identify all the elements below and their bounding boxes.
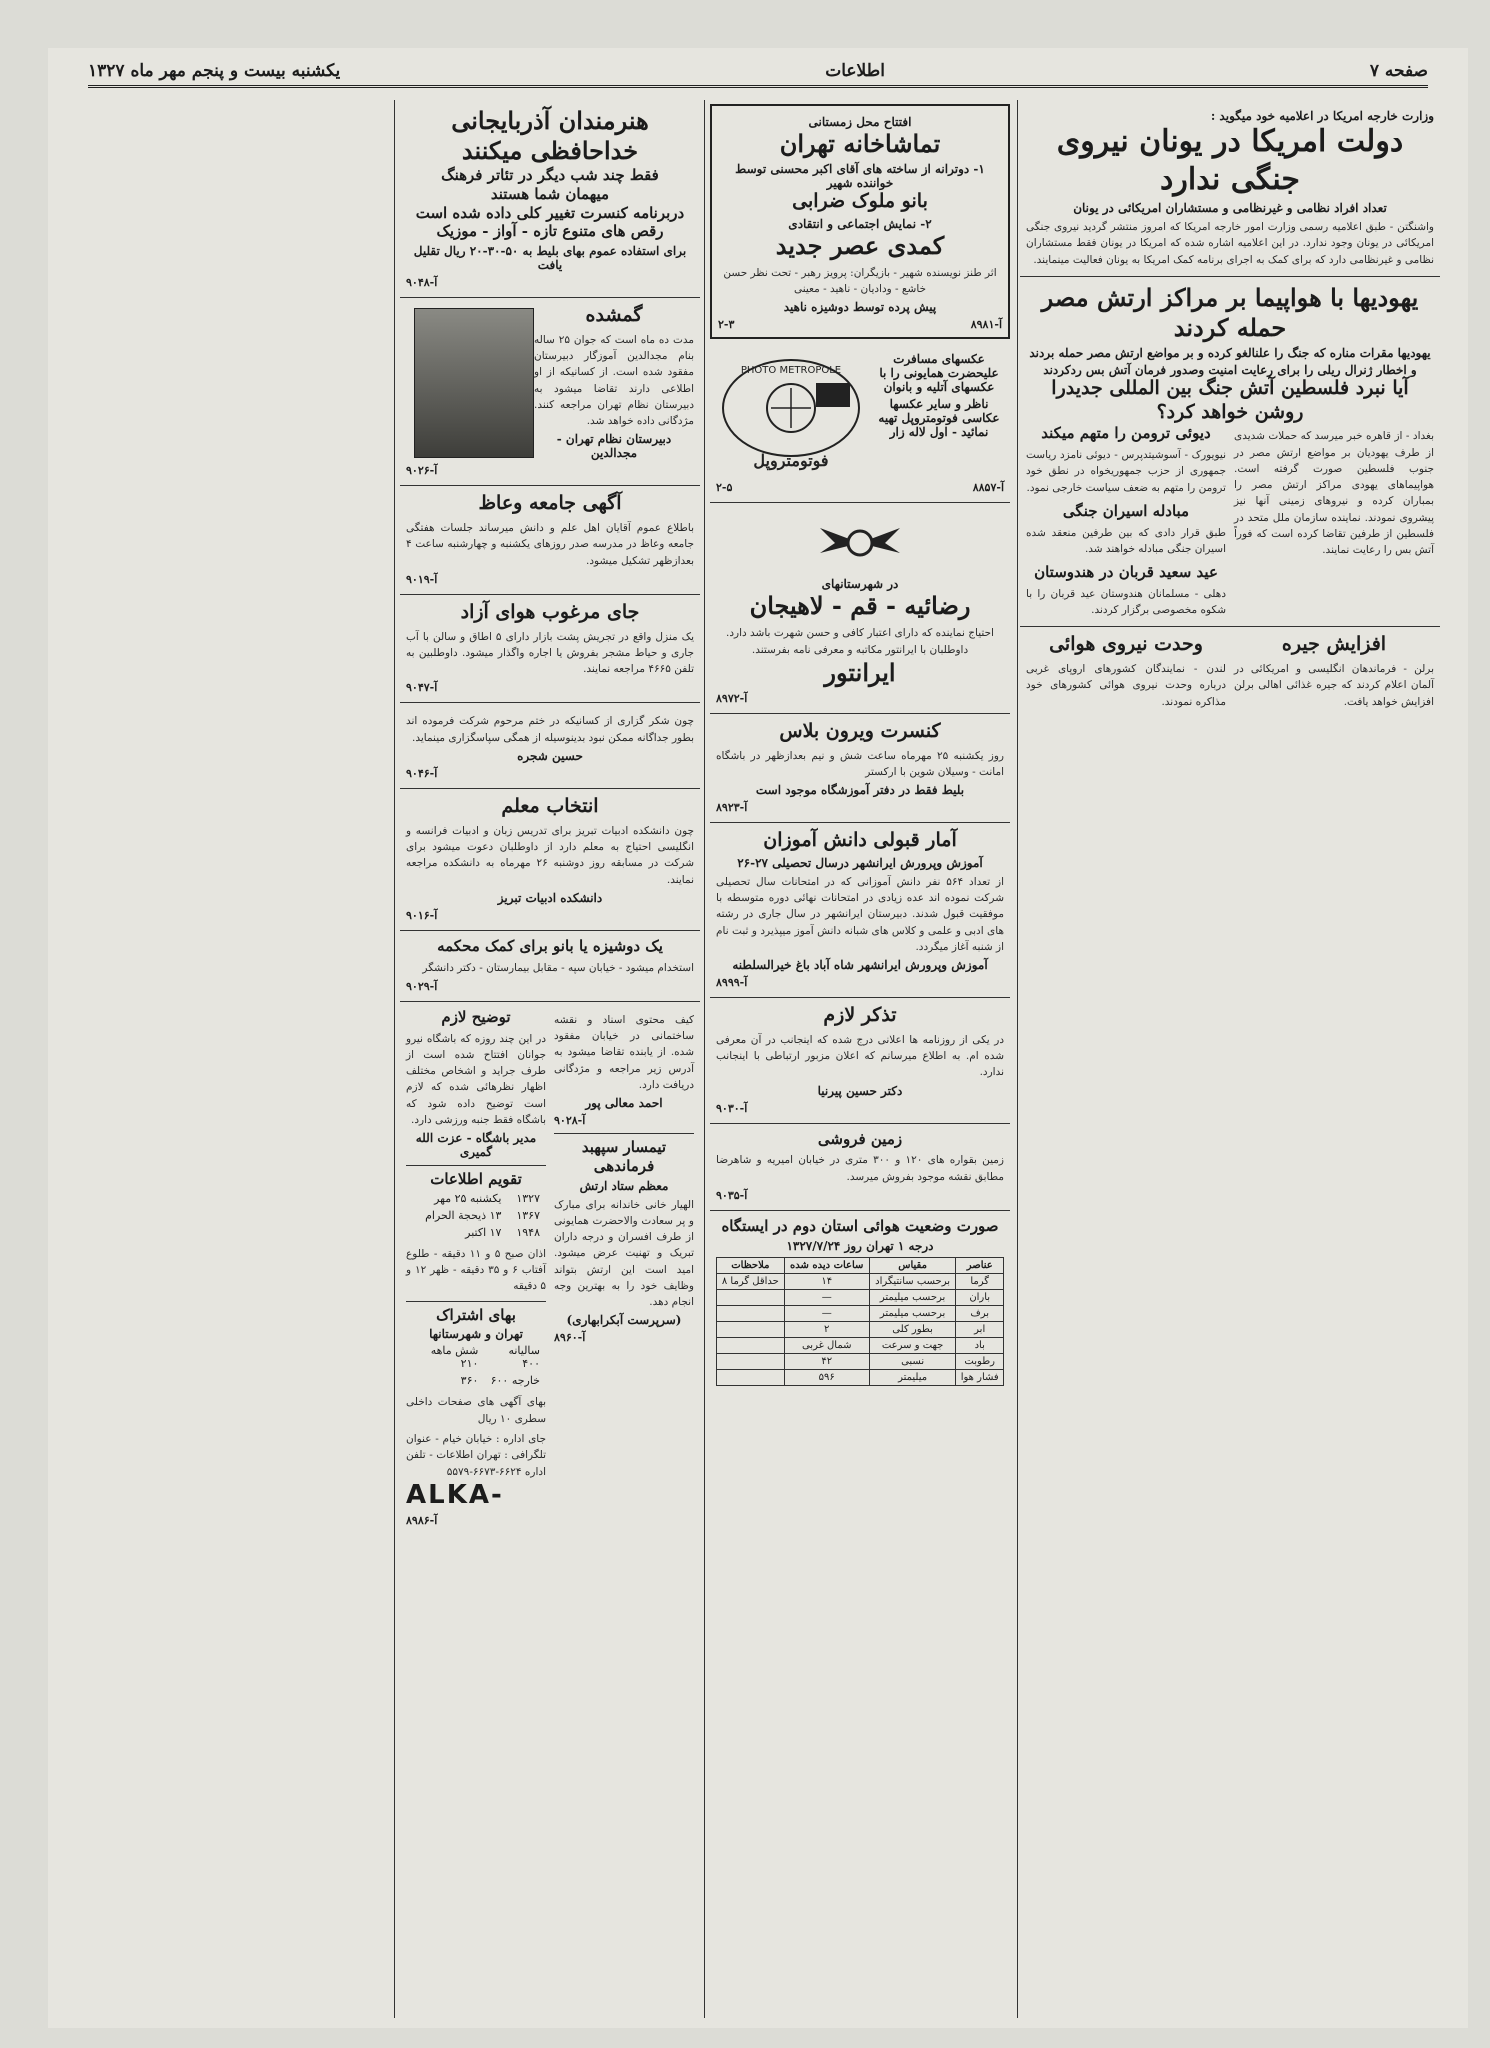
ad-title: کمدی عصر جدید bbox=[775, 230, 945, 260]
newspaper-page bbox=[48, 48, 1468, 2028]
ad-title: کنسرت ویرون بلاس bbox=[779, 719, 941, 742]
ad-code: آ-۹۰۲۸ bbox=[554, 1114, 586, 1128]
weather-cell: میلیمتر bbox=[869, 1369, 956, 1385]
subscription-title: بهای اشتراک bbox=[436, 1305, 516, 1324]
ad-line: بلیط فقط در دفتر آموزشگاه موجود است bbox=[755, 783, 965, 798]
article-body: طبق قرار دادی که بین طرفین منعقد شده اسیران جنگی مبادله خواهند شد. bbox=[1026, 526, 1226, 555]
ad-signature: دکتر حسین پیرنیا bbox=[817, 1083, 903, 1098]
preachers-ad bbox=[400, 486, 700, 595]
ad-line: دربرنامه کنسرت تغییر کلی داده شده است bbox=[415, 203, 685, 222]
weather-cell bbox=[717, 1337, 785, 1353]
egypt-article bbox=[1020, 277, 1440, 628]
ad-code-row bbox=[406, 464, 694, 477]
weather-cell bbox=[717, 1353, 785, 1369]
weather-cell: نسبی bbox=[869, 1353, 956, 1369]
weather-cell: بطور کلی bbox=[869, 1321, 956, 1337]
subscription-cell: شش ماهه ۲۱۰ bbox=[430, 1344, 479, 1371]
ad-signature: دانشکده ادبیات تبریز bbox=[497, 890, 603, 905]
calendar-cell: ۱۹۴۸ bbox=[516, 1225, 540, 1239]
subscription-cell: خارجه ۶۰۰ bbox=[490, 1374, 540, 1388]
iranatour-ad bbox=[710, 503, 1010, 714]
ad-title: تیمسار سپهبد فرماندهی bbox=[581, 1138, 667, 1175]
ad-code: آ-۹۰۱۹ bbox=[406, 572, 438, 586]
calendar-row bbox=[408, 1208, 544, 1223]
missing-person-ad bbox=[400, 298, 700, 486]
weather-row bbox=[717, 1273, 1004, 1289]
ad-code-row bbox=[406, 276, 694, 289]
subscription-cell: ۳۶۰ bbox=[460, 1374, 479, 1388]
ad-code: آ-۸۹۸۶ bbox=[406, 1513, 438, 1527]
ad-body: احتیاج نماینده که دارای اعتبار کافی و حسن شهرت باشد دارد. داوطلبان با ایرانتور مکاتبه و معرفی نامه بفرستند. bbox=[726, 627, 994, 656]
page-number: صفحه ۷ bbox=[1369, 60, 1428, 81]
calendar-row bbox=[408, 1191, 544, 1206]
notice-ad bbox=[710, 998, 1010, 1124]
ad-code-row bbox=[406, 767, 694, 780]
ad-code: آ-۸۹۶۰ bbox=[554, 1331, 586, 1345]
ad-line: ۲- نمایش اجتماعی و انتقادی bbox=[788, 216, 932, 231]
weather-cell: ابر bbox=[956, 1321, 1004, 1337]
paper-name: اطلاعات bbox=[825, 60, 885, 81]
ad-body: باطلاع عموم آقایان اهل علم و دانش میرساند جلسات هفتگی جامعه وعاظ در مدرسه صدر روزهای یکشنبه و چهارشنبه ساعت ۴ بعدازظهر تشکیل میشود. bbox=[406, 522, 694, 567]
page-header bbox=[88, 56, 1428, 88]
weather-cell: ۴۲ bbox=[784, 1353, 869, 1369]
article-headline: عید سعید قربان در هندوستان bbox=[1034, 563, 1218, 582]
article-subhead: و اخطار ژنرال ریلی را برای رعایت امنیت وصدور فرمان آتش بس ردکردند bbox=[1043, 362, 1417, 377]
subscription-row bbox=[408, 1343, 544, 1371]
weather-cell: باد bbox=[956, 1337, 1004, 1353]
ad-body: روز یکشنبه ۲۵ مهرماه ساعت شش و نیم بعدازظهر در باشگاه امانت - وسیلان شوین با ارکستر bbox=[716, 749, 1004, 778]
ad-code-row bbox=[554, 1114, 694, 1127]
ad-body: زمین بقواره های ۱۲۰ و ۳۰۰ متری در خیابان امیریه و شاهرضا مطابق نقشه موجود بفروش میرسد. bbox=[716, 1154, 1004, 1183]
calendar-cell: ۱۳۶۷ bbox=[516, 1208, 540, 1222]
weather-cell: شمال غربی bbox=[784, 1337, 869, 1353]
ad-code: آ-۹۰۴۶ bbox=[406, 766, 438, 780]
ad-title: گمشده bbox=[585, 304, 643, 326]
subscription-table bbox=[406, 1341, 546, 1390]
ad-body: الهیار خانی خاندانه برای مبارک و پر سعادت والاحضرت همایونی از طرف افسران و درجه داران تبریک و تهنیت عرض میشود. امید است این ارتش بتواند وظایف خود را به بهترین وجه انجام دهد. bbox=[554, 1198, 694, 1309]
weather-cell: ۱۴ bbox=[784, 1273, 869, 1289]
weather-cell bbox=[717, 1305, 785, 1321]
ad-code-row bbox=[716, 801, 1004, 814]
ad-title: توضیح لازم bbox=[441, 1007, 511, 1026]
weather-cell: ۵۹۶ bbox=[784, 1369, 869, 1385]
weather-title: صورت وضعیت هوائی استان دوم در ایستگاه bbox=[721, 1217, 999, 1235]
weather-row bbox=[717, 1353, 1004, 1369]
wings-emblem-icon bbox=[815, 513, 905, 573]
ad-code: آ-۹۰۱۶ bbox=[406, 908, 438, 922]
ad-title: آگهی جامعه وعاظ bbox=[478, 492, 622, 515]
ad-line: فقط چند شب دیگر در تئاتر فرهنگ bbox=[441, 166, 659, 184]
weather-cell: برحسب سانتیگراد bbox=[869, 1273, 956, 1289]
ad-body: در این چند روزه که باشگاه نیرو جوانان افتتاح شده است از طرف جراید و اشخاص مختلف اظهار نظرهائی شده که لازم است توضیح داده شود که باشگاه فقط جنبه ورزشی دارد. bbox=[406, 1032, 546, 1126]
article-body: دهلی - مسلمانان هندوستان عید قربان را با شکوه مخصوصی برگزار کردند. bbox=[1026, 587, 1226, 617]
weather-header-cell: ملاحظات bbox=[717, 1257, 785, 1273]
calendar-cell: یکشنبه ۲۵ مهر bbox=[434, 1191, 502, 1205]
ad-title: زمین فروشی bbox=[817, 1129, 903, 1148]
weather-cell: رطوبت bbox=[956, 1353, 1004, 1369]
weather-cell: فشار هوا bbox=[956, 1369, 1004, 1385]
ad-title: تذکر لازم bbox=[823, 1004, 897, 1027]
article-body: واشنگتن - طبق اعلامیه رسمی وزارت امور خارجه امریکا که امروز منتشر گردید نیروی جنگی امریکائی در یونان وجود ندارد. در این اعلامیه اشاره شده که امریکا در یونان فقط مستشاران نظامی و غیرنظامی دارد که برای کمک به اجرای برنامه کمک امریکا به یونان فعالیت مینمایند. bbox=[1026, 221, 1434, 266]
ad-body: مدت ده ماه است که جوان ۲۵ ساله بنام مجدالدین آموزگار دبیرستان مفقود شده است. از کسانیکه از او اطلاعی دارند تقاضا میشود به دبیرستان نظام تهران مراجعه کنند. مژدگانی داده خواهد شد. bbox=[534, 333, 694, 428]
subscription-line: تهران و شهرستانها bbox=[429, 1327, 523, 1342]
brief-articles bbox=[1020, 627, 1440, 718]
ad-title: یک دوشیزه یا بانو برای کمک محکمه bbox=[437, 936, 663, 955]
ad-code: ۲-۳ bbox=[718, 318, 735, 332]
ad-code-row bbox=[554, 1331, 694, 1344]
ad-signature: احمد معالی پور bbox=[585, 1096, 663, 1111]
school-ad bbox=[710, 823, 1010, 998]
ad-code-row bbox=[406, 681, 694, 694]
subscription-cell: سالیانه ۴۰۰ bbox=[508, 1344, 540, 1371]
house-ad bbox=[400, 595, 700, 704]
ad-line: ۱- دوترانه از ساخته های آقای اکبر محسنی توسط خواننده شهیر bbox=[735, 162, 985, 190]
ad-body: اثر طنز نویسنده شهیر - بازیگران: پرویز رهبر - تحت نظر حسن خاشع - ودادیان - ناهید - معینی bbox=[723, 266, 997, 296]
ad-title: جای مرغوب هوای آزاد bbox=[460, 600, 640, 623]
ad-line: میهمان شما هستند bbox=[490, 184, 610, 203]
weather-header-cell: مقیاس bbox=[869, 1257, 956, 1273]
ad-title: خداحافظی میکنند bbox=[461, 136, 639, 165]
weather-cell: باران bbox=[956, 1289, 1004, 1305]
calendar-title: تقویم اطلاعات bbox=[430, 1170, 522, 1189]
ad-code: آ-۹۰۲۶ bbox=[406, 464, 438, 478]
weather-cell bbox=[717, 1289, 785, 1305]
weather-report bbox=[710, 1211, 1010, 1394]
ad-title: انتخاب معلم bbox=[501, 794, 599, 817]
weather-cell bbox=[717, 1369, 785, 1385]
ad-body: در یکی از روزنامه ها اعلانی درج شده که اینجانب در آن معرفی شده ام. به اطلاع میرسانم که اعلان مزبور ارتباطی با اینجانب ندارد. bbox=[716, 1033, 1004, 1079]
ad-code: ۲-۵ bbox=[716, 481, 733, 495]
ad-title: تماشاخانه تهران bbox=[779, 129, 941, 158]
weather-cell: — bbox=[784, 1289, 869, 1305]
calendar-cell: ۱۷ اکتبر bbox=[465, 1225, 502, 1239]
article-headline: افزایش جیره bbox=[1281, 633, 1387, 656]
weather-header-cell: ساعات دیده شده bbox=[784, 1257, 869, 1273]
ad-title: هنرمندان آذربایجانی bbox=[451, 106, 649, 135]
subscription-row bbox=[408, 1373, 544, 1388]
weather-table bbox=[716, 1257, 1004, 1386]
ad-signature: حسین شجره bbox=[517, 748, 583, 763]
portrait-photo bbox=[414, 308, 534, 458]
ad-code: آ-۹۰۳۵ bbox=[716, 1189, 748, 1202]
alka-logo: ALKA- bbox=[406, 1479, 504, 1510]
ad-code-row bbox=[406, 980, 694, 993]
ad-kicker: افتتاح محل زمستانی bbox=[808, 115, 912, 129]
ad-body: از تعداد ۵۶۴ نفر دانش آموزانی که در امتحانات سال تحصیلی شرکت نموده اند عده زیادی در امتحانات نهائی دوره متوسطه با موفقیت قبول شدند. دبیرستان ایرانشهر در سال جاری در رشته های ادبی و علمی و کلاس های شبانه دانش آموز میپذیرد و ثبت نام از شنبه آغاز میگردد. bbox=[716, 875, 1004, 953]
ad-title: رضائیه - قم - لاهیجان bbox=[749, 591, 971, 621]
calendar-cell: ۱۳۲۷ bbox=[516, 1191, 540, 1205]
article-body: نیویورک - آسوشیتدپرس - دیوئی نامزد ریاست جمهوری از حزب جمهوریخواه در نطق خود ترومن را متهم به ضعف سیاست خارجی نمود. bbox=[1026, 449, 1226, 494]
ad-code-row bbox=[406, 1514, 546, 1527]
ad-line: معظم ستاد ارتش bbox=[579, 1178, 669, 1193]
ad-line: آموزش وپرورش ایرانشهر شاه آباد باغ خیرالسلطنه bbox=[732, 958, 988, 973]
article-body: برلن - فرماندهان انگلیسی و امریکائی در آلمان اعلام کردند که جیره غذائی اهالی برلن افزایش خواهد یافت. bbox=[1234, 663, 1434, 708]
article-subhead: آیا نبرد فلسطین آتش جنگ بین المللی جدیدرا روشن خواهد کرد؟ bbox=[1051, 376, 1409, 423]
calendar-note: اذان صبح ۵ و ۱۱ دقیقه - طلوع آفتاب ۶ و ۳۵ دقیقه - ظهر ۱۲ و ۵ دقیقه bbox=[406, 1247, 546, 1293]
weather-subtitle: درجه ۱ تهران روز ۱۳۲۷/۷/۲۴ bbox=[786, 1238, 934, 1253]
ad-code-row bbox=[406, 573, 694, 586]
camera-logo-icon bbox=[716, 353, 866, 473]
ad-line: برای استفاده عموم بهای بلیط به ۵۰-۳۰-۲۰ ریال تقلیل یافت bbox=[413, 244, 687, 272]
weather-cell: برحسب میلیمتر bbox=[869, 1305, 956, 1321]
column-rule bbox=[704, 100, 705, 2018]
theater-ad bbox=[710, 104, 1010, 339]
ad-title: بانو ملوک ضرابی bbox=[792, 190, 928, 212]
ads-column bbox=[710, 100, 1010, 2018]
weather-cell: جهت و سرعت bbox=[869, 1337, 956, 1353]
ad-line: عکسهای مسافرت علیحضرت همایونی را با عکسهای آتلیه و بانوان bbox=[879, 352, 999, 395]
weather-row bbox=[717, 1289, 1004, 1305]
ad-code: آ-۹۰۴۸ bbox=[406, 276, 438, 289]
weather-cell: برحسب میلیمتر bbox=[869, 1289, 956, 1305]
column-rule bbox=[1017, 100, 1018, 2018]
ad-body: کیف محتوی اسناد و نقشه ساختمانی در خیابان مفقود شده. از یابنده تقاضا میشود به آدرس زیر مراجعه و مژدگانی دریافت دارد. bbox=[554, 1013, 694, 1091]
ad-line: پیش پرده توسط دوشیزه ناهید bbox=[783, 300, 937, 315]
ad-brand: ایرانتور bbox=[824, 657, 896, 687]
ad-code-row bbox=[718, 318, 1002, 331]
brand-latin: PHOTO METROPOLE bbox=[740, 365, 842, 377]
ad-kicker: در شهرستانهای bbox=[821, 577, 899, 592]
weather-cell: گرما bbox=[956, 1273, 1004, 1289]
news-column bbox=[1020, 100, 1440, 2018]
issue-date: یکشنبه بیست و پنجم مهر ماه ۱۳۲۷ bbox=[88, 60, 341, 81]
ad-body: چون دانشکده ادبیات تبریز برای تدریس زبان و ادبیات فرانسه و انگلیسی احتیاج به معلم دارد از داوطلبان دعوت میشود برای شرکت در مسابقه روز دوشنبه ۲۶ مهرماه به دانشکده مراجعه نمایند. bbox=[406, 824, 694, 886]
classifieds-column bbox=[400, 100, 700, 2018]
weather-cell bbox=[717, 1321, 785, 1337]
calendar-cell: ۱۳ ذیحجة الحرام bbox=[425, 1208, 502, 1222]
weather-header-cell: عناصر bbox=[956, 1257, 1004, 1273]
article-headline: دولت امریکا در یونان نیروی جنگی ندارد bbox=[1056, 124, 1404, 197]
ad-body: چون شکر گزاری از کسانیکه در ختم مرحوم شرکت فرموده اند بطور جداگانه ممکن نبود بدینوسیله از همگی سپاسگزاری مینماید. bbox=[406, 715, 694, 744]
concert-ad bbox=[710, 714, 1010, 823]
ad-line: ناظر و سایر عکسها عکاسی فوتومتروپل تهیه نمائید - اول لاله زار bbox=[878, 397, 1000, 440]
article-kicker: وزارت خارجه امریکا در اعلامیه خود میگوید : bbox=[1210, 109, 1434, 123]
weather-cell: ۲ bbox=[784, 1321, 869, 1337]
ad-signature: دبیرستان نظام تهران - مجدالدین bbox=[556, 432, 672, 461]
ad-code: آ-۹۰۲۹ bbox=[406, 979, 438, 993]
ad-code: آ-۸۹۲۳ bbox=[716, 801, 748, 815]
ad-code-row bbox=[716, 976, 1004, 989]
article-body: بغداد - از قاهره خبر میرسد که حملات شدیدی از طرف یهودیان بر مواضع ارتش مصر در جنوب فلسطین صورت گرفته است. هواپیماهای یهودی مراکز ارتش مصر را بمباران کرده و نیروهای زمینی آنها نیز پیشروی نمودند. نماینده سازمان ملل متحد در فلسطین از طرفین تقاضا کرده است که فوراً آتش بس را رعایت نمایند. bbox=[1234, 430, 1434, 557]
weather-cell: حداقل گرما ۸ bbox=[717, 1273, 785, 1289]
lower-grid bbox=[400, 1002, 700, 1535]
thanks-ad bbox=[400, 703, 700, 789]
ad-body: یک منزل واقع در تجریش پشت بازار دارای ۵ اطاق و سالن با آب جاری و حیاط مشجر بفروش یا اجاره واگذار میشود. داوطلبین به تلفن ۴۶۶۵ مراجعه نمایند. bbox=[406, 630, 694, 676]
assistant-ad bbox=[400, 931, 700, 1002]
ad-code: آ-۸۹۷۲ bbox=[716, 691, 748, 705]
weather-cell: برف bbox=[956, 1305, 1004, 1321]
article-subhead: تعداد افراد نظامی و غیرنظامی و مستشاران امریکائی در یونان bbox=[1073, 201, 1387, 215]
brand-name: فوتومتروپل bbox=[753, 451, 829, 471]
article-headline: دیوئی ترومن را متهم میکند bbox=[1041, 424, 1211, 443]
ad-code-row bbox=[716, 1102, 1004, 1115]
teacher-ad bbox=[400, 789, 700, 931]
ad-code: آ-۸۹۸۱ bbox=[970, 318, 1002, 332]
ad-code-row bbox=[716, 1189, 1004, 1202]
weather-row bbox=[717, 1321, 1004, 1337]
article-headline: مبادله اسیران جنگی bbox=[1062, 501, 1190, 520]
land-ad bbox=[710, 1124, 1010, 1211]
ad-code: آ-۹۰۳۰ bbox=[716, 1101, 748, 1115]
ad-signature: (سرپرست آبکرابهاری) bbox=[566, 1313, 682, 1328]
ad-code-row bbox=[716, 692, 1004, 705]
article-headline: وحدت نیروی هوائی bbox=[1049, 633, 1203, 656]
ad-code-row bbox=[406, 909, 694, 922]
weather-row bbox=[717, 1305, 1004, 1321]
office-info: جای اداره : خیابان خیام - عنوان تلگرافی : تهران اطلاعات - تلفن اداره ۶۶۲۴-۶۶۷۳-۵۵۷۹ bbox=[406, 1432, 546, 1478]
calendar-table bbox=[406, 1189, 546, 1242]
article-subhead: یهودیها مقرات مناره که جنگ را علنالغو کرده و بر مواضع ارتش مصر حمله بردند bbox=[1029, 345, 1431, 360]
ad-body: استخدام میشود - خیابان سپه - مقابل بیمارستان - دکتر دانشگر bbox=[422, 961, 694, 974]
weather-cell: — bbox=[784, 1305, 869, 1321]
ad-signature: مدیر باشگاه - عزت الله گمیری bbox=[415, 1131, 537, 1160]
ad-code-row bbox=[716, 481, 1004, 494]
greece-article bbox=[1020, 100, 1440, 277]
article-headline: یهودیها با هواپیما بر مراکز ارتش مصر حمله کردند bbox=[1041, 282, 1419, 342]
ad-line: رقص های متنوع تازه - آواز - موزیک bbox=[436, 222, 664, 241]
weather-row bbox=[717, 1369, 1004, 1385]
ad-code: آ-۸۹۹۹ bbox=[716, 976, 748, 990]
ad-code: آ-۹۰۴۷ bbox=[406, 681, 438, 695]
ad-code: آ-۸۸۵۷ bbox=[972, 481, 1004, 495]
calendar-row bbox=[408, 1225, 544, 1240]
artists-ad bbox=[400, 100, 700, 298]
ad-line: آموزش وپرورش ایرانشهر درسال تحصیلی ۲۷-۲۶ bbox=[737, 855, 983, 870]
photo-metropole-ad bbox=[710, 343, 1010, 503]
weather-row bbox=[717, 1337, 1004, 1353]
article-body: لندن - نمایندگان کشورهای اروپای غربی درباره وحدت نیروی هوائی کشورهای خود مذاکره نمودند. bbox=[1026, 663, 1226, 708]
ad-title: آمار قبولی دانش آموزان bbox=[763, 829, 957, 852]
column-rule bbox=[394, 100, 395, 2018]
subscription-note: بهای آگهی های صفحات داخلی سطری ۱۰ ریال bbox=[406, 1396, 546, 1425]
